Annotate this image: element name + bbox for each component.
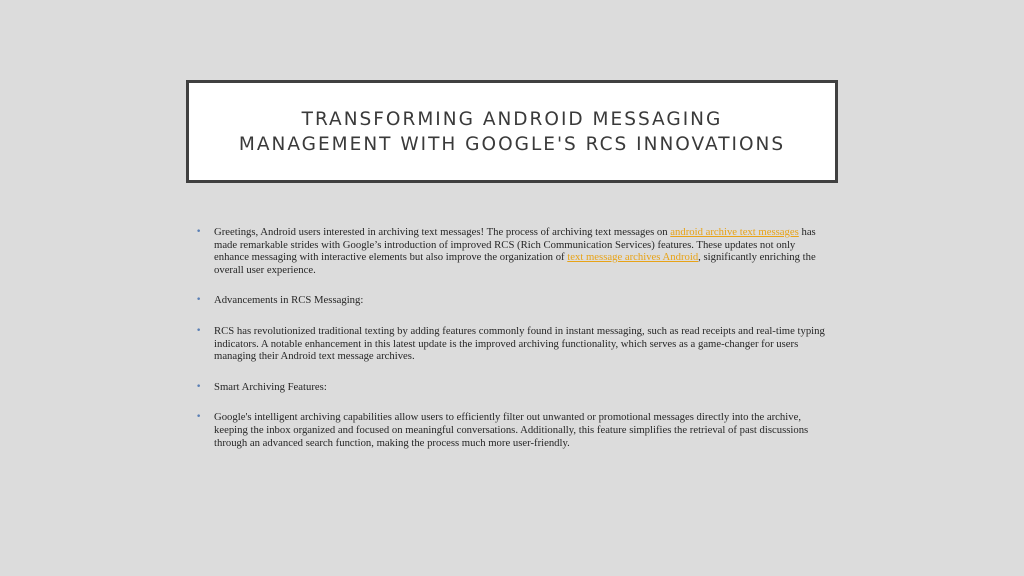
text-message-archives-link[interactable]: text message archives Android	[567, 251, 699, 264]
slide-title-line-1: TRANSFORMING ANDROID MESSAGING	[301, 108, 723, 130]
bullet-item-smart-archiving-heading	[196, 381, 832, 394]
bullet-item-archiving-capabilities	[196, 411, 832, 449]
slide-title-line-2: MANAGEMENT WITH GOOGLE'S RCS INNOVATIONS	[238, 133, 786, 155]
bullet-point-icon: •	[196, 381, 202, 392]
bullet-item-advancements-heading	[196, 294, 832, 307]
bullet-text: Smart Archiving Features:	[214, 380, 327, 393]
bullet-text: RCS has revolutionized traditional texting by adding features commonly found in instant messaging, such as read receipts and real-time typing indicators. A notable enhancement in this latest update is the improved archiving functionality, which serves as a game-changer for users managing their Android text message archives.	[214, 324, 825, 363]
title-box	[186, 80, 838, 183]
bullet-point-icon: •	[196, 325, 202, 336]
bullet-text: Advancements in RCS Messaging:	[214, 294, 364, 307]
bullet-text: has made remarkable strides with Google’s introduction of improved RCS (Rich Communication Services) features. These updates not only enhance messaging with interactive elements but also improve the organization of	[214, 226, 816, 264]
bullet-point-icon: •	[196, 227, 202, 237]
bullet-point-icon: •	[196, 295, 202, 306]
bullet-item-rcs-features	[196, 325, 832, 363]
bullet-text: Greetings, Android users interested in archiving text messages! The process of archiving text messages on	[214, 226, 671, 238]
slide-title	[239, 107, 785, 157]
bullet-point-icon: •	[196, 412, 202, 423]
android-archive-link[interactable]: android archive text messages	[670, 226, 799, 238]
bullet-item-intro	[196, 226, 832, 276]
bullet-text: Google's intelligent archiving capabilities allow users to efficiently filter out unwanted or promotional messages directly into the archive, keeping the inbox organized and focused on meaningful conversations. Additionally, this feature simplifies the retrieval of past discussions through an advanced search function, making the process much more user-friendly.	[214, 411, 809, 449]
bullet-list	[196, 226, 832, 467]
bullet-text: , significantly enriching the overall user experience.	[214, 251, 816, 276]
